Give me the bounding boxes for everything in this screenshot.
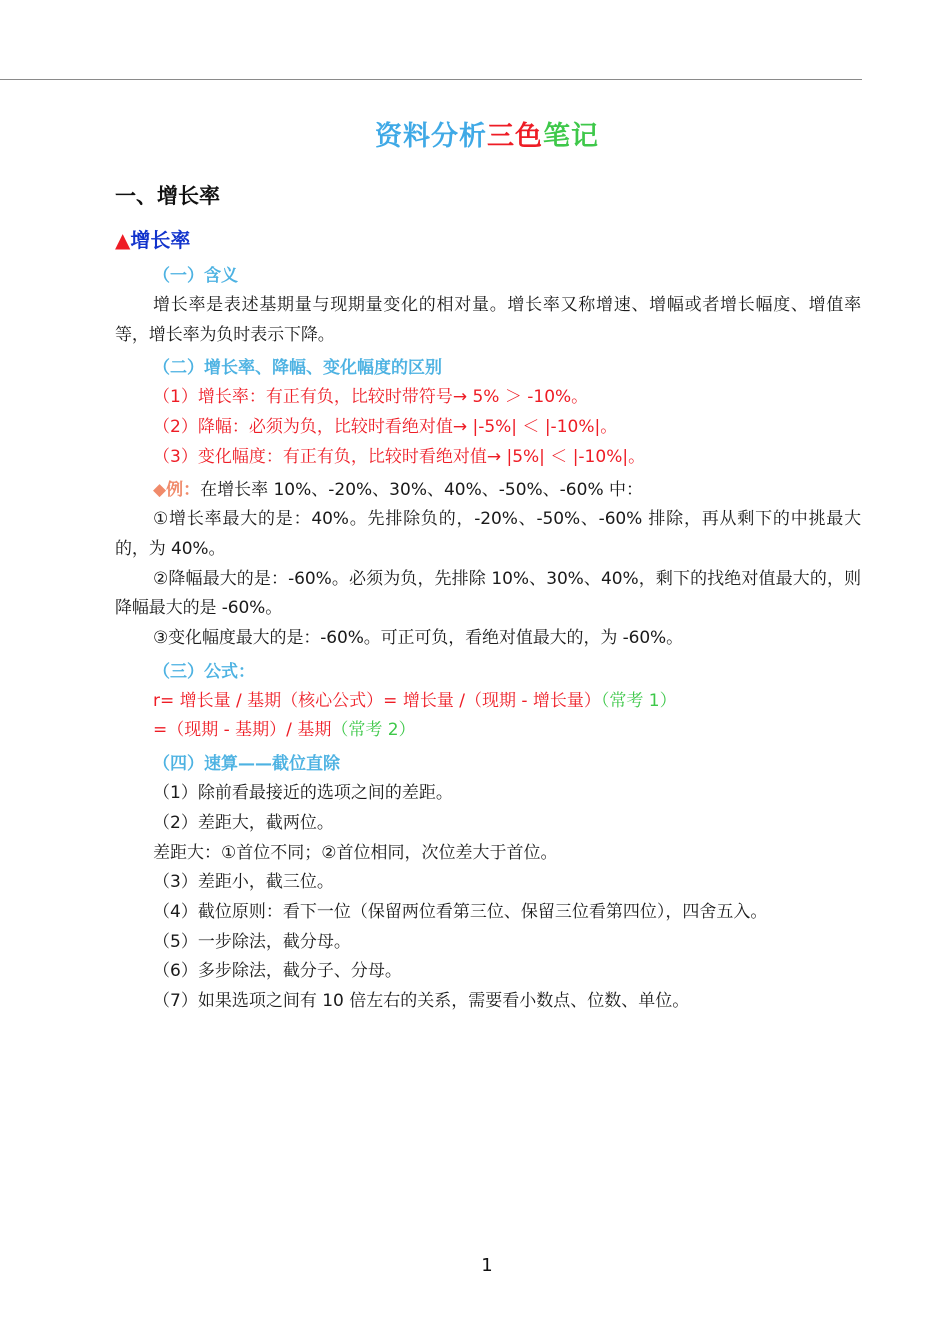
formula-line-2-note: （常考 2） [331, 720, 416, 741]
example-label: ◆例： [153, 479, 201, 500]
meaning-paragraph: 增长率是表述基期量与现期量变化的相对量。增长率又称增速、增幅或者增长幅度、增值率等，增长率为负时表示下降。 [115, 295, 861, 345]
example-item-2: ②降幅最大的是：-60%。必须为负，先排除 10%、30%、40%，剩下的找绝对值最大的，则降幅最大的是 -60%。 [115, 568, 861, 619]
quick-calc-item: （3）差距小，截三位。 [153, 872, 334, 893]
example-item-1: ①增长率最大的是：40%。先排除负的，-20%、-50%、-60% 排除，再从剩下的中挑最大的，为 40%。 [115, 509, 861, 559]
quick-calc-item: （5）一步除法，截分母。 [153, 931, 351, 952]
quick-calc-item: （1）除前看最接近的选项之间的差距。 [153, 783, 453, 804]
example-intro: 在增长率 10%、-20%、30%、40%、-50%、-60% 中： [200, 479, 643, 500]
document-body [115, 178, 861, 1017]
difference-item-change: （3）变化幅度：有正有负，比较时看绝对值→ |5%| ＜ |-10%|。 [153, 446, 646, 467]
triangle-marker-icon: ▲ [115, 228, 131, 252]
quick-calc-item: （2）差距大，截两位。 [153, 812, 334, 833]
quick-calc-item: 差距大：①首位不同；②首位相同，次位差大于首位。 [153, 842, 558, 863]
formula-line-2-main: =（现期 - 基期）/ 基期 [153, 720, 332, 741]
formula-line-1 [115, 687, 861, 717]
quick-calc-heading: （四）速算——截位直除 [153, 754, 340, 775]
quick-calc-item: （7）如果选项之间有 10 倍左右的关系，需要看小数点、位数、单位。 [153, 991, 690, 1012]
title-part-green: 笔记 [543, 121, 599, 152]
subsection-heading [115, 222, 861, 258]
difference-item-growth: （1）增长率：有正有负，比较时带符号→ 5% ＞ -10%。 [153, 387, 589, 408]
formula-heading: （三）公式： [153, 661, 255, 682]
quick-calc-item: （4）截位原则：看下一位（保留两位看第三位、保留三位看第四位），四舍五入。 [153, 901, 768, 922]
title-part-red: 三色 [487, 121, 543, 152]
formula-line-2 [115, 716, 861, 746]
section-heading: 一、增长率 [115, 184, 220, 208]
difference-heading: （二）增长率、降幅、变化幅度的区别 [153, 358, 442, 379]
formula-line-1-note: （常考 1） [600, 690, 677, 711]
title-part-blue: 资料分析 [375, 121, 487, 152]
subsection-heading-text: 增长率 [130, 228, 191, 252]
page-number: 1 [481, 1255, 493, 1276]
difference-item-decline: （2）降幅：必须为负，比较时看绝对值→ |-5%| ＜ |-10%|。 [153, 417, 618, 438]
header-rule [0, 79, 862, 80]
quick-calc-item: （6）多步除法，截分子、分母。 [153, 961, 402, 982]
document-title [0, 114, 950, 153]
meaning-heading: （一）含义 [153, 266, 238, 286]
formula-line-1-main: r= 增长量 / 基期（核心公式）= 增长量 /（现期 - 增长量） [153, 690, 601, 711]
example-intro-line [115, 476, 861, 506]
example-item-3: ③变化幅度最大的是：-60%。可正可负，看绝对值最大的，为 -60%。 [153, 628, 683, 649]
